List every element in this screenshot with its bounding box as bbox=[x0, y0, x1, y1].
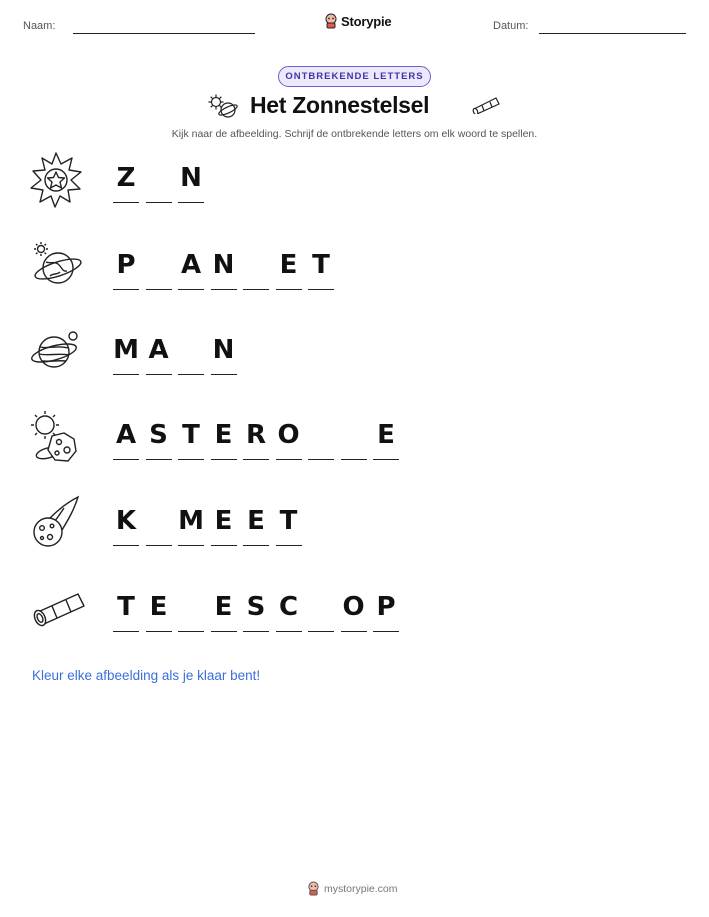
date-label: Datum: bbox=[493, 20, 529, 32]
write-line bbox=[113, 545, 139, 546]
slot-letter: T bbox=[117, 592, 135, 622]
write-line bbox=[178, 202, 204, 203]
storypie-mascot-icon bbox=[324, 13, 338, 29]
letter-slot bbox=[308, 250, 334, 290]
write-line bbox=[178, 289, 204, 290]
letter-slot bbox=[178, 163, 204, 203]
moon-icon bbox=[28, 326, 84, 376]
slot-letter: K bbox=[115, 506, 137, 536]
write-line bbox=[211, 459, 237, 460]
write-line bbox=[178, 631, 204, 632]
blank-slot[interactable] bbox=[146, 506, 172, 546]
letter-slot bbox=[178, 420, 204, 460]
write-line bbox=[113, 631, 139, 632]
write-line bbox=[178, 374, 204, 375]
blank-slot[interactable] bbox=[341, 420, 367, 460]
write-line bbox=[178, 459, 204, 460]
letter-slot bbox=[211, 592, 237, 632]
letter-slot bbox=[373, 592, 399, 632]
slot-letter: E bbox=[247, 506, 265, 536]
letter-slot bbox=[276, 420, 302, 460]
write-line bbox=[146, 374, 172, 375]
slot-letter: M bbox=[178, 506, 204, 536]
slot-letter: S bbox=[149, 420, 168, 450]
letter-slot bbox=[243, 506, 269, 546]
asteroid-icon bbox=[28, 408, 84, 468]
write-line bbox=[276, 545, 302, 546]
blank-slot[interactable] bbox=[243, 250, 269, 290]
blank-slot[interactable] bbox=[308, 592, 334, 632]
slot-letter: P bbox=[376, 592, 396, 622]
brand-logo bbox=[324, 13, 391, 29]
write-line bbox=[276, 631, 302, 632]
slot-letter: N bbox=[212, 250, 235, 280]
letter-slot bbox=[146, 592, 172, 632]
slot-letter: O bbox=[277, 420, 300, 450]
storypie-mascot-icon bbox=[307, 881, 320, 896]
slot-letter: E bbox=[214, 592, 233, 622]
letter-slot bbox=[146, 420, 172, 460]
coloring-note: Kleur elke afbeelding als je klaar bent! bbox=[32, 668, 261, 683]
name-line[interactable] bbox=[73, 33, 255, 34]
write-line bbox=[308, 631, 334, 632]
category-badge: ONTBREKENDE LETTERS bbox=[278, 66, 431, 87]
write-line bbox=[113, 202, 139, 203]
write-line bbox=[146, 459, 172, 460]
slot-letter: T bbox=[312, 250, 330, 280]
slot-letter: T bbox=[279, 506, 298, 536]
letter-slot bbox=[113, 506, 139, 546]
write-line bbox=[146, 289, 172, 290]
blank-slot[interactable] bbox=[308, 420, 334, 460]
write-line bbox=[113, 374, 139, 375]
letter-slot bbox=[113, 250, 139, 290]
planet-icon bbox=[28, 240, 84, 290]
write-line bbox=[276, 289, 302, 290]
letter-slot bbox=[211, 250, 237, 290]
slot-letter: E bbox=[214, 420, 233, 450]
write-line bbox=[341, 459, 367, 460]
footer-url[interactable]: mystorypie.com bbox=[324, 882, 398, 895]
write-line bbox=[308, 459, 334, 460]
letter-slot bbox=[211, 420, 237, 460]
comet-icon bbox=[28, 492, 88, 552]
slot-letter: N bbox=[212, 335, 235, 365]
write-line bbox=[243, 289, 269, 290]
letter-slot bbox=[178, 250, 204, 290]
instructions: Kijk naar de afbeelding. Schrijf de ontbrekende letters om elk woord te spellen. bbox=[171, 128, 538, 140]
letter-slot bbox=[243, 592, 269, 632]
letter-slot bbox=[178, 506, 204, 546]
letter-slot bbox=[243, 420, 269, 460]
letter-slot bbox=[373, 420, 399, 460]
slot-letter: M bbox=[113, 335, 139, 365]
telescope-icon bbox=[470, 94, 504, 114]
slot-letter: A bbox=[148, 335, 169, 365]
slot-letter: S bbox=[246, 592, 266, 622]
write-line bbox=[308, 289, 334, 290]
slot-letter: O bbox=[342, 592, 365, 622]
slot-letter: A bbox=[180, 250, 202, 280]
blank-slot[interactable] bbox=[178, 335, 204, 375]
sun-icon bbox=[28, 150, 84, 210]
page-title: Het Zonnestelsel bbox=[250, 92, 430, 118]
date-line[interactable] bbox=[539, 33, 686, 34]
write-line bbox=[211, 545, 237, 546]
letter-slot bbox=[211, 335, 237, 375]
slot-letter: E bbox=[149, 592, 168, 622]
blank-slot[interactable] bbox=[146, 163, 172, 203]
letter-slot bbox=[113, 420, 139, 460]
write-line bbox=[373, 459, 399, 460]
letter-slot bbox=[276, 592, 302, 632]
sun-planet-icon bbox=[207, 93, 239, 121]
write-line bbox=[113, 459, 139, 460]
write-line bbox=[243, 631, 269, 632]
write-line bbox=[373, 631, 399, 632]
letter-slot bbox=[276, 506, 302, 546]
slot-letter: C bbox=[278, 592, 299, 622]
blank-slot[interactable] bbox=[178, 592, 204, 632]
slot-letter: P bbox=[116, 250, 136, 280]
write-line bbox=[211, 631, 237, 632]
letter-slot bbox=[211, 506, 237, 546]
letter-slot bbox=[113, 592, 139, 632]
slot-letter: T bbox=[182, 420, 200, 450]
slot-letter: R bbox=[245, 420, 267, 450]
slot-letter: E bbox=[377, 420, 395, 450]
slot-letter: N bbox=[180, 163, 202, 193]
name-label: Naam: bbox=[23, 20, 56, 32]
letter-slot bbox=[146, 335, 172, 375]
letter-slot bbox=[276, 250, 302, 290]
slot-letter: E bbox=[214, 506, 233, 536]
letter-slot bbox=[113, 335, 139, 375]
blank-slot[interactable] bbox=[146, 250, 172, 290]
write-line bbox=[341, 631, 367, 632]
write-line bbox=[178, 545, 204, 546]
telescope-icon bbox=[28, 590, 88, 630]
write-line bbox=[146, 202, 172, 203]
write-line bbox=[113, 289, 139, 290]
brand-name: Storypie bbox=[341, 13, 392, 29]
slot-letter: A bbox=[115, 420, 137, 450]
footer-brand bbox=[307, 881, 398, 896]
letter-slot bbox=[113, 163, 139, 203]
write-line bbox=[211, 374, 237, 375]
write-line bbox=[243, 459, 269, 460]
write-line bbox=[146, 631, 172, 632]
slot-letter: Z bbox=[116, 163, 136, 193]
write-line bbox=[211, 289, 237, 290]
write-line bbox=[146, 545, 172, 546]
letter-slot bbox=[341, 592, 367, 632]
slot-letter: E bbox=[279, 250, 298, 280]
write-line bbox=[276, 459, 302, 460]
write-line bbox=[243, 545, 269, 546]
